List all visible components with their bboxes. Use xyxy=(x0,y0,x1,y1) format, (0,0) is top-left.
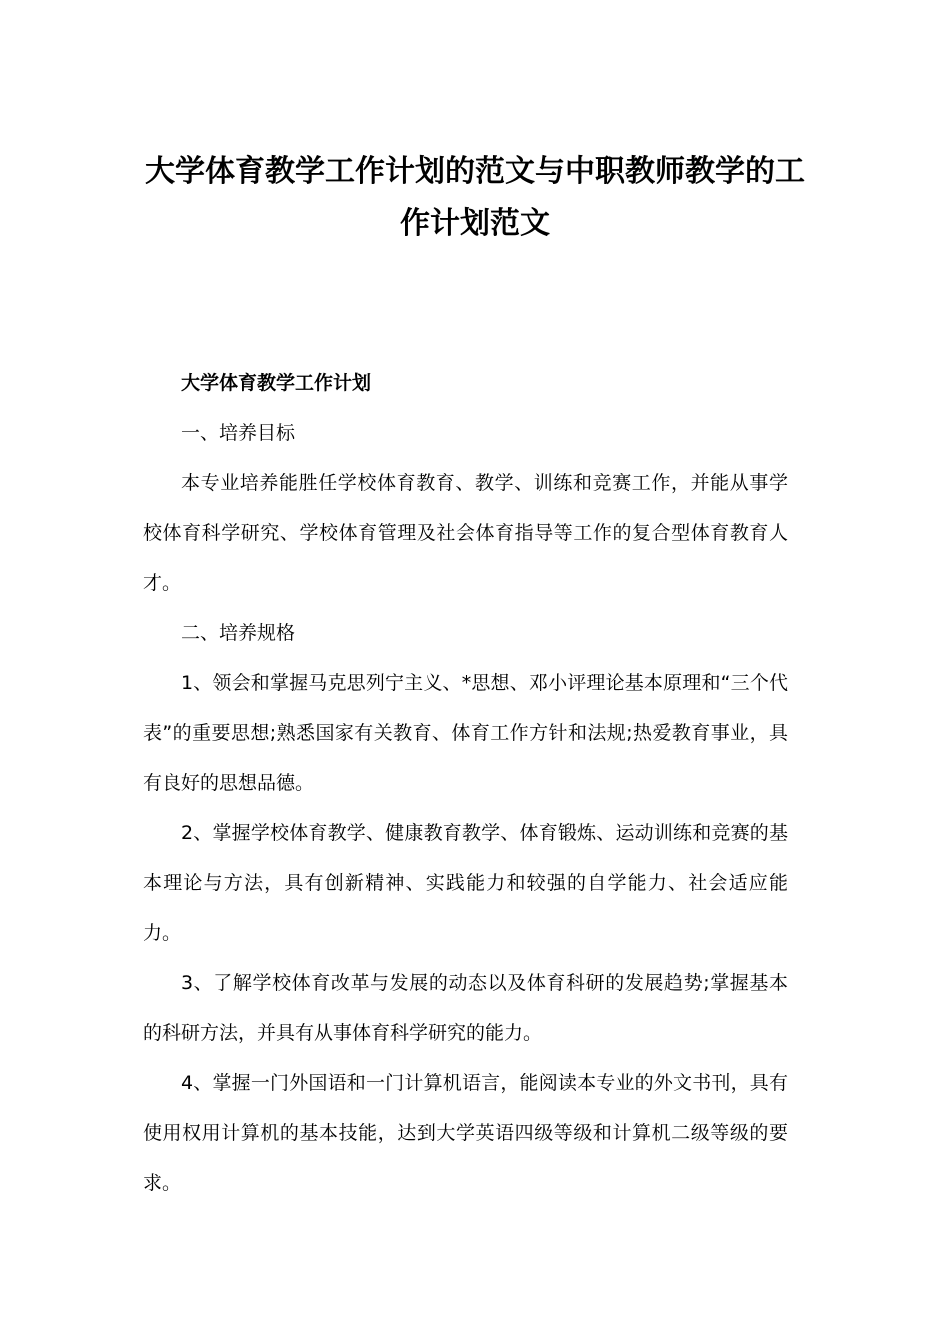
document-body xyxy=(143,358,788,1208)
heading-training-objectives: 一、培养目标 xyxy=(181,422,296,444)
heading-training-specifications: 二、培养规格 xyxy=(181,622,296,644)
section-heading: 大学体育教学工作计划 xyxy=(181,372,372,394)
document-title xyxy=(120,146,830,250)
document-title-line-1: 大学体育教学工作计划的范文与中职教师教学的工 xyxy=(145,154,805,189)
paragraph-training-objectives: 本专业培养能胜任学校体育教育、教学、训练和竞赛工作，并能从事学校体育科学研究、学校体育管理及社会体育指导等工作的复合型体育教育人才。 xyxy=(143,472,788,594)
paragraph-spec-1: 1、领会和掌握马克思列宁主义、*思想、邓小评理论基本原理和“三个代表”的重要思想;熟悉国家有关教育、体育工作方针和法规;热爱教育事业，具有良好的思想品德。 xyxy=(143,672,788,794)
paragraph-spec-2: 2、掌握学校体育教学、健康教育教学、体育锻炼、运动训练和竞赛的基本理论与方法，具有创新精神、实践能力和较强的自学能力、社会适应能力。 xyxy=(143,822,788,944)
paragraph-spec-4: 4、掌握一门外国语和一门计算机语言，能阅读本专业的外文书刊，具有使用权用计算机的基本技能，达到大学英语四级等级和计算机二级等级的要求。 xyxy=(143,1072,788,1194)
document-title-line-2: 作计划范文 xyxy=(400,206,550,241)
paragraph-spec-3: 3、了解学校体育改革与发展的动态以及体育科研的发展趋势;掌握基本的科研方法，并具有从事体育科学研究的能力。 xyxy=(143,972,788,1044)
